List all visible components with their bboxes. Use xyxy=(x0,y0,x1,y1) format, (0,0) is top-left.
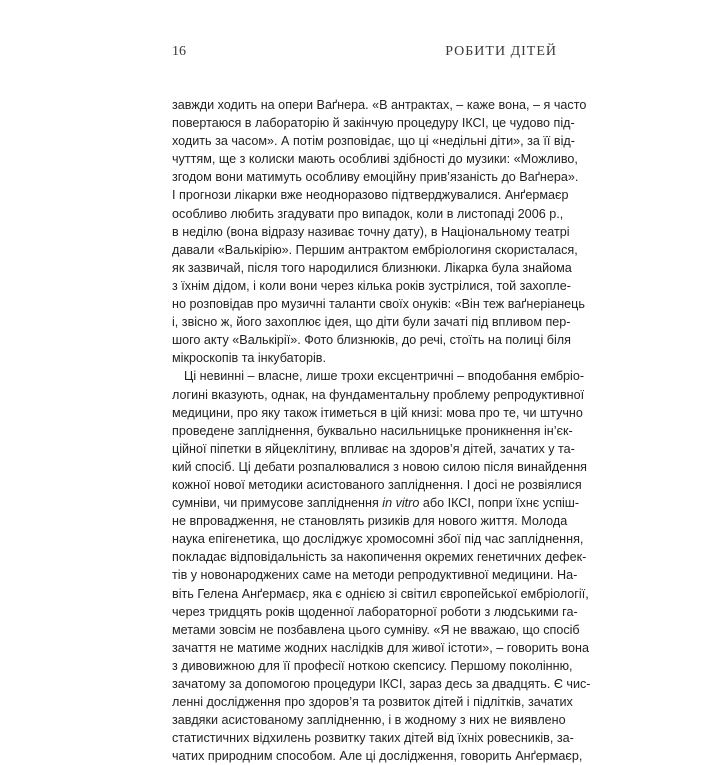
text-line: медицини, про яку також ітиметься в цій книзі: мова про те, чи штучно xyxy=(172,405,583,420)
text-line: І прогнози лікарки вже неодноразово підтверджувалися. Анґермаєр xyxy=(172,188,569,203)
text-line: шого акту «Валькірії». Фото близнюків, до речі, стоїть на полиці біля xyxy=(172,333,571,348)
text-line: як зазвичай, після того народилися близнюки. Лікарка була знайома xyxy=(172,260,572,275)
text-line: завдяки асистованому заплідненню, і в жодному з них не виявлено xyxy=(172,713,566,728)
text-line: особливо любить згадувати про випадок, коли в листопаді 2006 р., xyxy=(172,206,564,221)
text-line: згодом вони матимуть особливу емоційну прив’язаність до Ваґнера». xyxy=(172,170,579,185)
text-line: в неділю (вона відразу називає точну дату), в Національному театрі xyxy=(172,224,570,239)
text-line: чуттям, ще з колиски мають особливі здібності до музики: «Можливо, xyxy=(172,152,578,167)
text-line: покладає відповідальність за накопичення окремих генетичних дефек- xyxy=(172,550,587,565)
text-line: ходить за часом». А потім розповідає, що ці «недільні діти», за її від- xyxy=(172,134,575,149)
text-line-with-italic xyxy=(172,494,580,512)
paragraph xyxy=(172,367,591,765)
text-line: з дивовижною для її професії ноткою скепсису. Першому поколінню, xyxy=(172,658,573,673)
text-line: логині вказують, однак, на фундаментальну проблему репродуктивної xyxy=(172,387,585,402)
text-line: з їхнім дідом, і коли вони через кілька років зустрілися, той захопле- xyxy=(172,278,571,293)
text-line: но розповідав про музичні таланти своїх онуків: «Він теж ваґнеріанець xyxy=(172,297,585,312)
text-line: тів у новонароджених саме на методи репродуктивної медицини. На- xyxy=(172,568,578,583)
italic-term: in vitro xyxy=(382,496,420,511)
text-line: кий спосіб. Ці дебати розпалювалися з новою силою після винайдення xyxy=(172,459,587,474)
text-line: не впровадження, не становлять ризиків для нового життя. Молода xyxy=(172,514,568,529)
text-line: кожної нової методики асистованого запліднення. І досі не розвіялися xyxy=(172,477,582,492)
text-line: ленні дослідження про здоров’я та розвиток дітей і підлітків, зачатих xyxy=(172,695,573,710)
text-line: повертаюся в лабораторію й закінчую процедуру ІКСІ, це чудово під- xyxy=(172,116,575,131)
text-line: проведене запліднення, буквально насильницьке проникнення ін’єк- xyxy=(172,423,573,438)
text-line: метами зовсім не позбавлена цього сумніву. «Я не вважаю, що спосіб xyxy=(172,622,580,637)
text-line: наука епігенетика, що досліджує хромосомні збої під час запліднення, xyxy=(172,532,584,547)
text-run: або ІКСІ, попри їхнє успіш- xyxy=(419,496,580,511)
text-line: Ці невинні – власне, лише трохи ексцентричні – вподобання ембріо- xyxy=(184,369,585,384)
paragraph xyxy=(172,96,587,367)
running-head: РОБИТИ ДІТЕЙ xyxy=(445,44,557,59)
page-number: 16 xyxy=(172,44,186,59)
body-text xyxy=(172,96,591,765)
text-line: і, звісно ж, його захоплює ідея, що діти були зачаті під впливом пер- xyxy=(172,315,571,330)
text-line: віть Гелена Анґермаєр, яка є однією зі світил європейської ембріології, xyxy=(172,586,589,601)
text-line: давали «Валькірію». Першим антрактом ембріологиня скористалася, xyxy=(172,242,578,257)
text-line: через тридцять років щоденної лабораторної роботи з людськими га- xyxy=(172,604,578,619)
text-line: чатих природним способом. Але ці дослідження, говорить Анґермаєр, xyxy=(172,749,583,764)
text-run: сумніви, чи примусове запліднення xyxy=(172,496,383,511)
text-line: статистичних відхилень розвитку таких дітей від їхніх ровесників, за- xyxy=(172,731,574,746)
text-line: зачаття не матиме жодних наслідків для живої істоти», – говорить вона xyxy=(172,640,590,655)
text-line: завжди ходить на опери Ваґнера. «В антрактах, – каже вона, – я часто xyxy=(172,98,587,112)
text-line: ційної піпетки в яйцеклітину, впливає на здоров’я дітей, зачатих у та- xyxy=(172,441,575,456)
text-line: зачатому за допомогою процедури ІКСІ, зараз десь за двадцять. Є чис- xyxy=(172,677,591,691)
text-line: мікроскопів та інкубаторів. xyxy=(172,351,326,366)
